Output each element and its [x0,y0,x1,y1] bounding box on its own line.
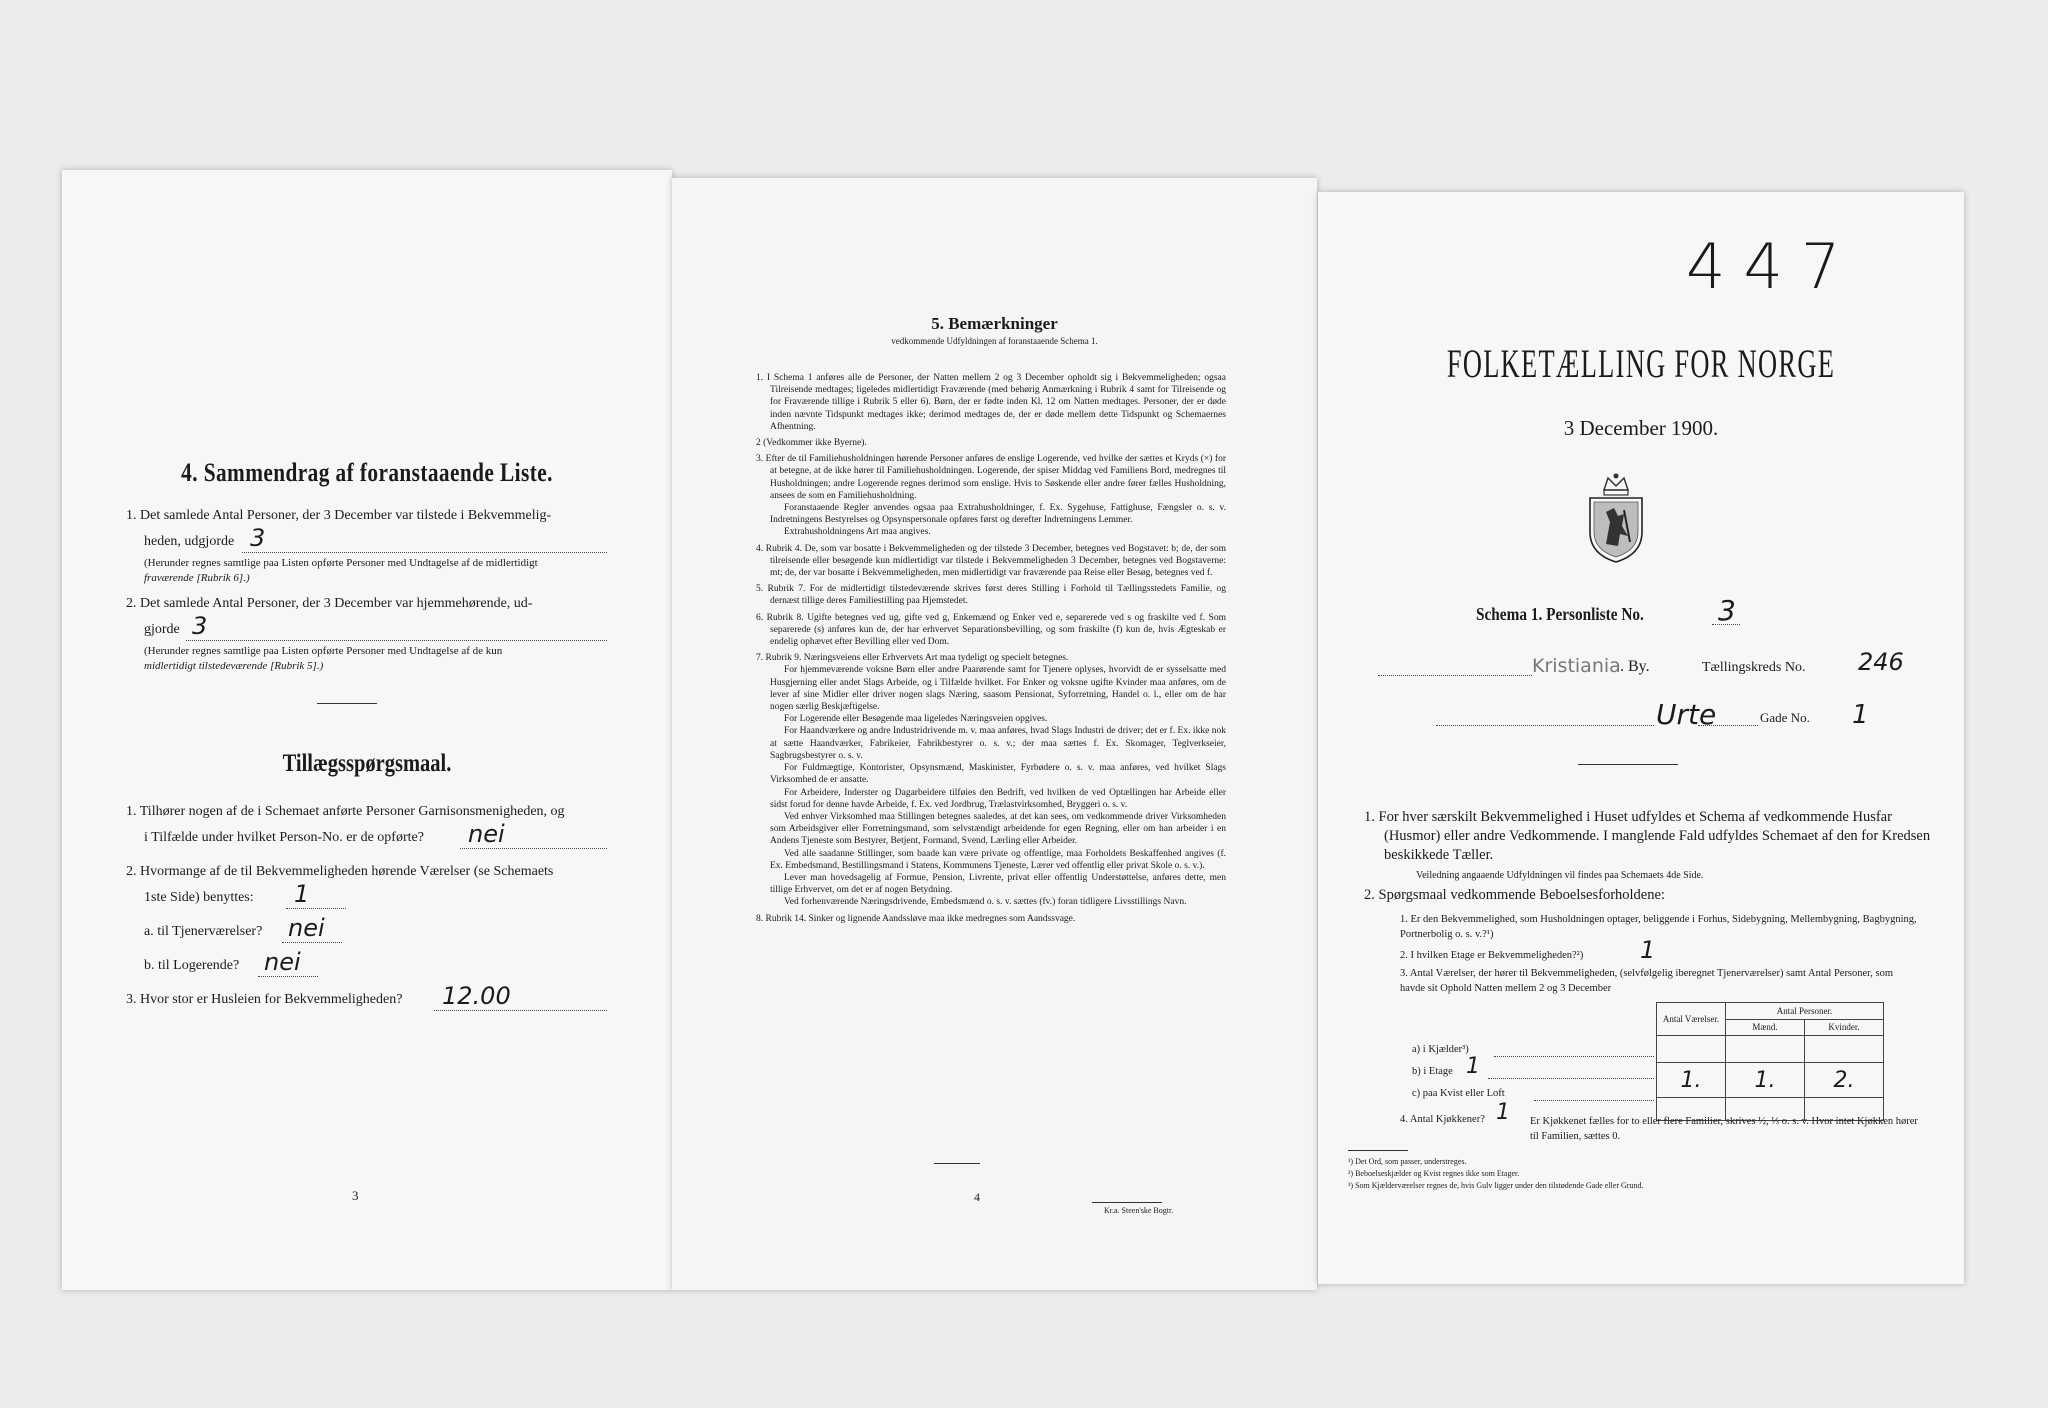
t1-answer: nei [468,820,505,848]
t2b-answer: nei [264,948,301,976]
th-kvinder: Kvinder. [1805,1019,1884,1036]
gade-value: 1 [1852,700,1869,730]
census-title: FOLKETÆLLING FOR NORGE [1446,341,1836,386]
remark-paragraph: Extrahusholdningens Art maa angives. [784,527,931,538]
divider [317,703,377,704]
q1-answer: 3 [250,524,266,552]
b3-text: 3. Antal Værelser, der hører til Bekvemmeligheden, (selvfølgelig iberegnet Tjenerværelser) samt Antal Personer, som havde sit Ophold Natten mellem 2 og 3 December [1400,968,1894,994]
row-c-rule [1534,1100,1654,1101]
census-date: 3 December 1900. [1563,416,1719,440]
handwritten-number: 447 [1686,230,1859,303]
kreds-value: 246 [1858,648,1904,676]
printer-rule [1092,1202,1162,1203]
city-rule-lead [1378,675,1532,676]
t2-line-b: 1ste Side) benyttes: [144,890,254,905]
row-b-etage-answer: 1 [1466,1054,1480,1079]
printer-credit: Kr.a. Steen'ske Bogtr. [1104,1206,1174,1215]
footnote-1: ¹) Det Ord, som passer, understreges. [1348,1157,1467,1166]
table-row [1657,1063,1884,1098]
remark-paragraph: 3. Efter de til Familiehusholdningen hørende Personer anføres de enslige Logerende, ved hvilke der sættes et Kryds (×) for at betegne, at de ikke hører til Familiehusholdningen. Logerende, der spiser Middag ved Familiens Bord, medregnes til Husholdningen; andre Logerende regnes derimod som enslige. Hvis to Søskende eller andre fører fælles Husholdning, ansees de som en Familiehusholdning. [756,454,1226,501]
remark-paragraph: 6. Rubrik 8. Ugifte betegnes ved ug, gifte ved g, Enkemænd og Enker ved e, separerede ved s og fraskilte ved f. Som separerede (s) anføres kun de, der har erhvervet Separationsbevilling, og som fraskilte (f) kun de, hvis Ægteskab er endelig ophævet efter Bevilling eller ved Dom. [756,612,1226,648]
page-number-4: 4 [974,1190,980,1204]
street-rule-lead [1436,725,1654,726]
remark-paragraph: 7. Rubrik 9. Næringsveiens eller Erhvervets Art maa tydeligt og specielt betegnes. [756,653,1069,664]
divider [1578,764,1678,765]
gade-label: Gade No. [1760,710,1810,725]
page-number-3: 3 [352,1188,359,1203]
t2b-rule [258,976,318,977]
q2-rule [186,640,607,641]
footnote-rule [1348,1150,1408,1151]
remarks-body [756,368,1226,925]
t2-rule [286,908,346,909]
q1-rule [242,552,607,553]
th-maend: Mænd. [1726,1019,1805,1036]
q1-note-b: fraværende [Rubrik 6].) [144,572,250,584]
t1-line-a: 1. Tilhører nogen af de i Schemaet anførte Personer Garnisonsmenigheden, og [126,804,565,819]
remark-paragraph: Ved enhver Virksomhed maa Stillingen betegnes saaledes, at det kan sees, om vedkommende driver Virksomheden som Arbeidsgiver eller Forretningsmand, som selvstændigt arbeidende for egen Regning, eller om han arbeider i en Andens Tjeneste som Bestyrer, Betjent, Formand, Svend, Lærling eller Arbeider. [770,811,1226,847]
kreds-label: Tællingskreds No. [1702,660,1806,675]
remark-paragraph: Lever man hovedsagelig af Formue, Pension, Livrente, privat eller offentlig Understøttelse, anføres dette, men tillige Erhvervet, om det er af nogen Betydning. [770,872,1226,896]
city-suffix: . By. [1620,658,1650,675]
row-b-label: b) i Etage [1412,1066,1453,1077]
instruction-2: 2. Spørgsmaal vedkommende Beboelsesforholdene: [1364,887,1665,903]
norwegian-coat-of-arms-icon [1584,472,1648,569]
t3-rule [434,1010,607,1011]
q1-note-a: (Herunder regnes samtlige paa Listen opførte Personer med Undtagelse af de midlertidigt [144,557,538,569]
remark-paragraph: For Arbeidere, Inderster og Dagarbeidere tilføies den Bedrift, ved hvilken de ved Optællingen har Arbeide eller sidst forud for denne havde Arbeide, f. Ex. ved Jordbrug, Trælastvirksomhed, Bryggeri o. s. v. [770,787,1226,810]
cell-maend: 1. [1726,1063,1805,1098]
remark-paragraph: For Haandværkere og andre Industridrivende m. v. maa anføres, hvad Slags Industri de driver; det er f. Ex. ikke nok at sætte Haandværker, Fabrikeier, Fabrikbestyrer o. s. v.; der maa sættes f. Ex. Skomager, Teglverkseier, Sagbrugsbestyrer o. s. v. [770,726,1226,761]
divider [934,1163,980,1164]
remark-paragraph: 2 (Vedkommer ikke Byerne). [756,438,867,449]
t1-line-b: i Tilfælde under hvilket Person-No. er de opførte? [144,830,424,845]
schema-number: 3 [1718,594,1736,627]
middle-page [672,178,1317,1290]
th-vaerelser: Antal Værelser. [1657,1003,1726,1036]
t2-line-a: 2. Hvormange af de til Bekvemmeligheden hørende Værelser (se Schemaets [126,864,554,879]
tillaeg-title: Tillægsspørgsmaal. [282,750,452,777]
th-personer: Antal Personer. [1726,1003,1884,1020]
occupancy-table [1656,1002,1884,1121]
t2b-label: b. til Logerende? [144,958,240,973]
cell-kvinder [1805,1036,1884,1063]
right-page [1318,192,1964,1284]
cell-vaerelser [1657,1036,1726,1063]
q2-line-b: gjorde [144,622,180,637]
b2-answer: 1 [1640,936,1656,964]
cell-kvinder: 2. [1805,1063,1884,1098]
remark-paragraph: For hjemmeværende voksne Børn eller andre Paarørende samt for Tjenere oplyses, hvorvidt de er sysselsatte med Husgjerning eller andet Slags Arbeide, og i Tilfælde hvilket. For Enker og voksne ugifte Kvinder maa anføres, om de lever af sine Midler eller driver nogen slags Næring, saasom Pensionat, Syforretning, Handel o. l., eller om de har nogen særlig Beskjæftigelse. [770,665,1226,713]
section4-title: 4. Sammendrag af foranstaaende Liste. [181,458,553,487]
b2-label: 2. I hvilken Etage er Bekvemmeligheden?²) [1400,950,1584,961]
remark-paragraph: 4. Rubrik 4. De, som var bosatte i Bekvemmeligheden og der tilstede 3 December, betegnes ved Bogstavet: b; de, der som tilreisende eller besøgende kun midlertidigt var tilstede i Bekvemmeligheden 3 December, betegnes ved Bogstaverne: mt; de, der var bosatte i Bekvemmeligheden, men midlertidigt var fraværende paa Reise eller Besøg, betegnes ved f. [756,543,1226,579]
remark-paragraph: 1. I Schema 1 anføres alle de Personer, der Natten mellem 2 og 3 December opholdt sig i Bekvemmeligheden; ogsaa Tilreisende medtages; ligeledes midlertidigt Fraværende (med behørig Anmærkning i Rubrik 4 samt for Tilreisende og for Fraværende tillige i Rubrik 5 eller 6). Børn, der er fødte inden Kl. 12 om Natten medtages. Personer, der er døde inden nævnte Tidspunkt medtages ikke; derimod medtages de, der er døde mellem dette Tidspunkt og Schemaernes Afhentning. [756,373,1226,432]
remark-paragraph: Foranstaaende Regler anvendes ogsaa paa Extrahusholdninger, f. Ex. Sygehuse, Fattighuse, Fængsler o. s. v. Indretningens Bestyrelses og Opsynspersonale opføres først og derefter Indretningens Lemmer. [770,503,1226,526]
street-value: Urte [1656,698,1717,731]
table-row [1657,1036,1884,1063]
footnote-3: ³) Som Kjælderværelser regnes de, hvis Gulv ligger under den tilstødende Gade eller Grund. [1348,1181,1644,1190]
remarks-title: 5. Bemærkninger [931,314,1058,333]
remarks-subtitle: vedkommende Udfyldningen af foranstaaende Schema 1. [891,336,1098,346]
t2a-rule [282,942,342,943]
cell-vaerelser: 1. [1657,1063,1726,1098]
schema-label: Schema 1. Personliste No. [1476,604,1644,624]
instruction-1: 1. For hver særskilt Bekvemmelighed i Huset udfyldes et Schema af vedkommende Husfar (Husmor) eller andre Vedkommende. I manglende Fald udfyldes Schemaet af den for Kredsen beskikkede Tæller. [1364,809,1931,863]
row-b-rule [1488,1078,1654,1079]
left-page [62,170,672,1290]
cell-maend [1726,1036,1805,1063]
b4-answer: 1 [1496,1100,1510,1125]
b4-label: 4. Antal Kjøkkener? [1400,1114,1485,1125]
t2a-answer: nei [288,914,325,942]
remark-paragraph: For Logerende eller Besøgende maa ligeledes Næringsveien opgives. [784,714,1048,725]
q2-answer: 3 [192,612,208,640]
b4-rest: Er Kjøkkenet fælles for to eller flere Familier, skrives ½, ⅓ o. s. v. Hvor intet Kjøkken hører til Familien, sættes 0. [1530,1116,1918,1142]
remark-paragraph: Ved forhenværende Næringsdrivende, Embedsmænd o. s. v. sættes (fv.) foran tidligere Livsstillings Navn. [784,897,1187,908]
row-a-label: a) i Kjælder³) [1412,1044,1469,1055]
t2-answer: 1 [294,880,310,908]
q1-line-a: 1. Det samlede Antal Personer, der 3 December var tilstede i Bekvemmelig- [126,508,552,523]
remark-paragraph: For Fuldmægtige, Kontorister, Opsynsmænd, Maskinister, Fyrbødere o. s. v. maa anføres, ved hvilket Slags Virksomhed de er ansatte. [770,763,1226,786]
q2-line-a: 2. Det samlede Antal Personer, der 3 December var hjemmehørende, ud- [126,596,533,611]
footnote-2: ²) Beboelseskjælder og Kvist regnes ikke som Etager. [1348,1169,1520,1178]
row-a-rule [1494,1056,1654,1057]
city-value: Kristiania [1532,655,1621,677]
q2-note-a: (Herunder regnes samtlige paa Listen opførte Personer med Undtagelse af de kun [144,645,503,657]
q2-note-b: midlertidigt tilstedeværende [Rubrik 5].) [144,660,324,672]
instruction-note: Veiledning angaaende Udfyldningen vil findes paa Schemaets 4de Side. [1416,870,1704,881]
remark-paragraph: Ved alle saadanne Stillinger, som baade kan være private og offentlige, maa Forholdets Beskaffenhed angives (f. Ex. Embedsmand, Bestillingsmand i Statens, Kommunens Tjeneste, Lærer ved offentlig eller privat Skole o. s. v.). [770,848,1226,871]
remark-paragraph: 8. Rubrik 14. Sinker og lignende Aandssløve maa ikke medregnes som Aandssvage. [756,913,1076,924]
street-rule [1698,725,1758,726]
t3-answer: 12.00 [442,982,511,1010]
row-c-label: c) paa Kvist eller Loft [1412,1088,1505,1099]
b1-text: 1. Er den Bekvemmelighed, som Husholdningen optager, beliggende i Forhus, Sidebygning, Mellembygning, Bagbygning, Portnerbolig o. s. v.?¹) [1400,914,1917,940]
schema-rule [1712,624,1740,625]
t2a-label: a. til Tjenerværelser? [144,924,263,939]
q1-line-b: heden, udgjorde [144,534,235,549]
t1-rule [460,848,607,849]
t3-label: 3. Hvor stor er Husleien for Bekvemmeligheden? [126,992,403,1007]
remark-paragraph: 5. Rubrik 7. For de midlertidigt tilstedeværende skrives først deres Stilling i Forhold til Tællingsstedets Familie, og dernæst tillige deres Familiestilling paa Hjemstedet. [756,584,1226,607]
